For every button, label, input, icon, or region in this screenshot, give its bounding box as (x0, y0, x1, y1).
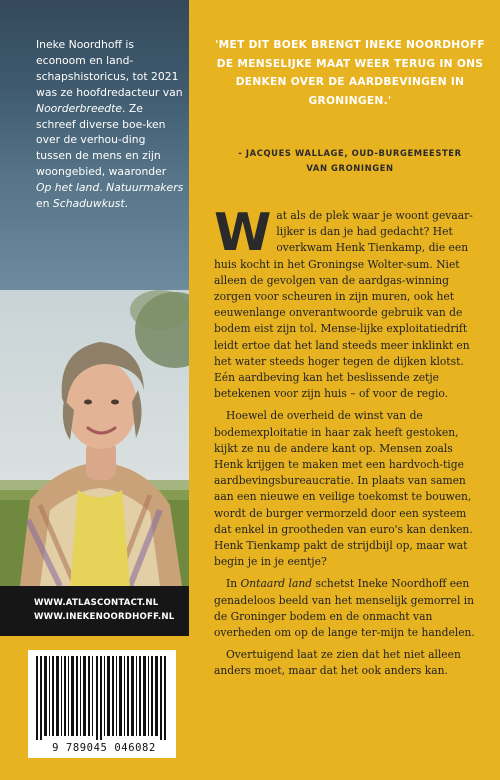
bio-sep-2: en (36, 197, 53, 211)
blurb-paragraph-1 (214, 203, 478, 402)
blurb-paragraph-3 (214, 576, 478, 641)
website-link-inekenoordhoff[interactable]: WWW.INEKENOORDHOFF.NL (34, 612, 175, 622)
bio-sep-1: . (99, 181, 107, 195)
bio-text: Ineke Noordhoff is econoom en land-schapshistoricus, tot 2021 was ze hoofdredacteur van (36, 38, 183, 99)
blurb-paragraph-1-text: at als de plek waar je woont gevaar-lijker is dan je had gedacht? Het overkwam Henk Tienkamp, die een huis kocht in het Groningse Wolter-sum. Niet alleen de gevolgen van de aardgas-winning zorgen voor scheuren in zijn muren, ook het eeuwenlange onverantwoorde gebruik van de bodem eist zijn tol. Mense-lijke exploitatiedrift leidt ertoe dat het land steeds meer inklinkt en het water steeds hoger tegen de dijken klotst. Eén aardbeving kan het beslissende zetje betekenen voor zijn huis – of voor de regio. (214, 209, 473, 401)
blurb-body (214, 203, 478, 680)
bio-book-2: Natuurmakers (106, 181, 184, 195)
book-title-ref: Ontaard land (240, 577, 313, 591)
blurb-paragraph-4: Overtuigend laat ze zien dat het niet alleen anders moet, maar dat het ook anders kan. (214, 648, 461, 678)
bio-text-2: . Ze schreef diverse boe-ken over de verhou-ding tussen de mens en zijn woongebied, waaronder (36, 101, 167, 179)
blurb-p3-rest: schetst Ineke Noordhoff een genadeloos beeld van het menselijk gemorrel in de Groninger bodem en de onmacht van overheden om op de lange ter-mijn te handelen. (214, 577, 475, 640)
endorsement-quote: 'MET DIT BOEK BRENGT INEKE NOORDHOFF DE MENSELIJKE MAAT WEER TERUG IN ONS DENKEN OVER DE AARDBEVINGEN IN GRONINGEN.' (215, 39, 485, 107)
bio-book-1: Op het land (36, 181, 100, 195)
attribution-line-1: - JACQUES WALLAGE, OUD-BURGEMEESTER (238, 148, 462, 158)
author-bio (36, 37, 184, 212)
quote-attribution (207, 146, 493, 176)
isbn-number: 9 789045 046082 (52, 742, 156, 754)
blurb-paragraph-2: Hoewel de overheid de winst van de bodemexploitatie in haar zak heeft gestoken, kijkt ze nu de andere kant op. Mensen zoals Henk krijgen te maken met een hardvoch-tige aardbevingsbureaucratie. In plaats van samen aan een nieuwe en veilige toekomst te bouwen, wordt de burger vermorzeld door een systeem dat enkel in grootheden van euro's kan denken. Henk Tienkamp pakt de strijdbijl op, maar wat begin je in je eentje? (214, 409, 473, 569)
website-list (34, 596, 184, 624)
blurb-p3-lead: In (226, 577, 241, 591)
author-photo (0, 290, 189, 586)
bio-end: . (124, 197, 129, 211)
bio-magazine-title: Noorderbreedte (36, 101, 122, 115)
bio-book-3: Schaduwkust (52, 197, 125, 211)
barcode-icon (36, 656, 170, 740)
drop-cap: W (214, 203, 272, 263)
website-link-atlascontact[interactable]: WWW.ATLASCONTACT.NL (34, 598, 159, 608)
attribution-line-2: VAN GRONINGEN (306, 163, 394, 173)
